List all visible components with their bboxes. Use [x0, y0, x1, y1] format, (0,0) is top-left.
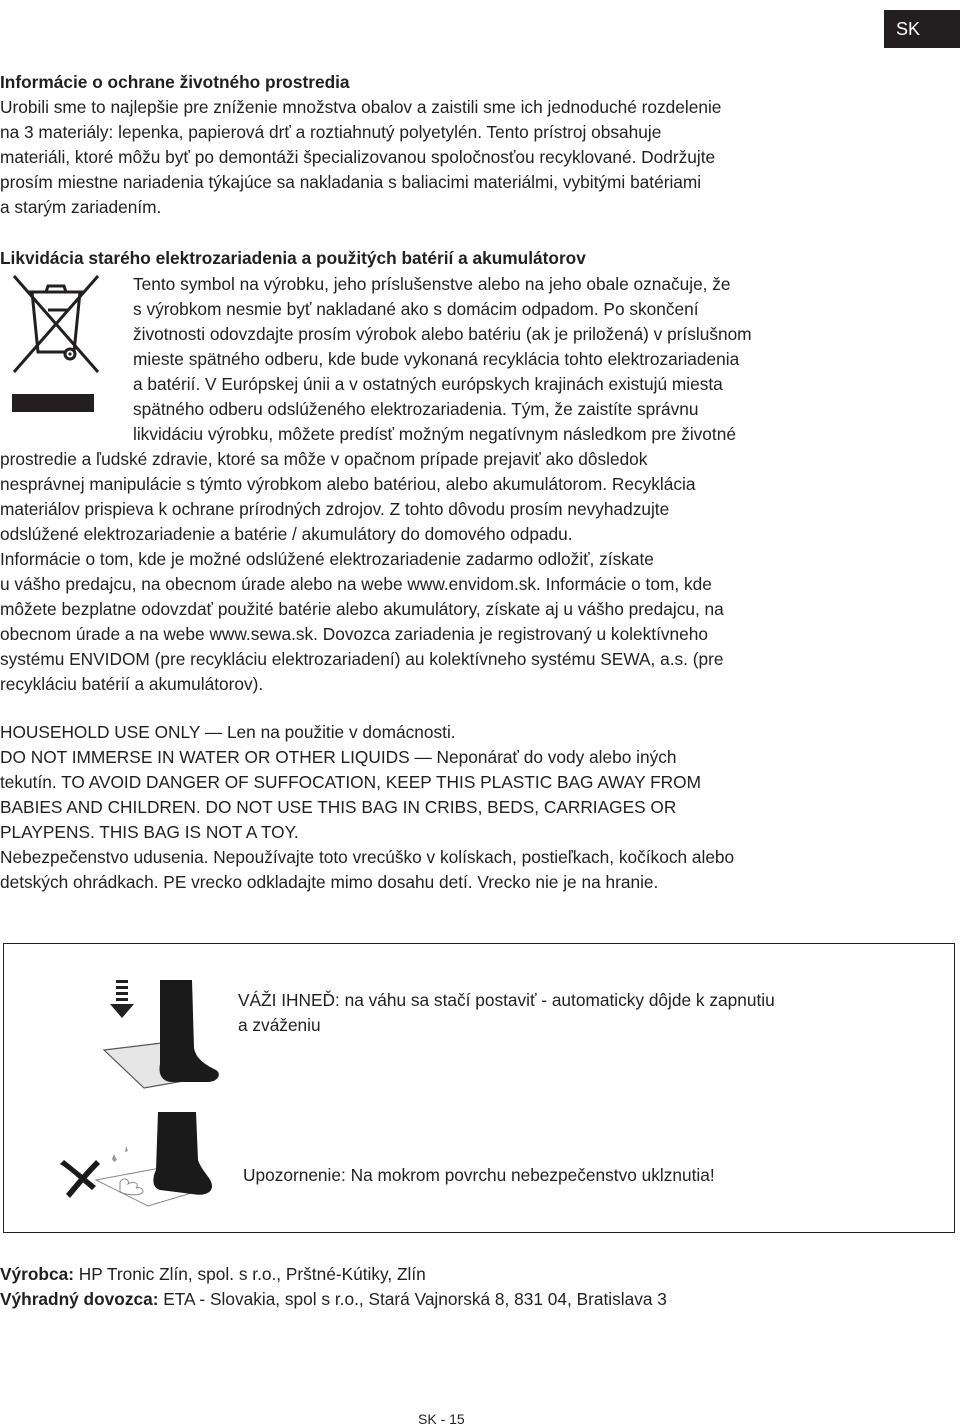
- paragraph-line: materiáli, ktoré môžu byť po demontáži špecializovanou spoločnosťou recyklované. Dodržujte: [0, 147, 716, 167]
- weee-section: [0, 246, 890, 271]
- importer-label: Výhradný dovozca:: [0, 1289, 159, 1309]
- warning-line: PLAYPENS. THIS BAG IS NOT A TOY.: [0, 822, 299, 842]
- paragraph-line: a zváženiu: [238, 1015, 321, 1035]
- paragraph-line: na 3 materiály: lepenka, papierová drť a roztiahnutý polyetylén. Tento prístroj obsahuje: [0, 122, 662, 142]
- paragraph-line: a starým zariadením.: [0, 197, 162, 217]
- paragraph-line: recykláciu batérií a akumulátorov).: [0, 674, 264, 694]
- maker-line: [0, 1262, 900, 1287]
- manufacturer-info: [0, 1262, 900, 1312]
- paragraph-line: prostredie a ľudské zdravie, ktoré sa môže v opačnom prípade prejaviť ako dôsledok: [0, 449, 648, 469]
- paragraph-line: systému ENVIDOM (pre recykláciu elektrozariadení) au kolektívneho systému SEWA, a.s. (pre: [0, 649, 724, 669]
- foot-stepping-on-scale-icon: [100, 978, 224, 1098]
- warning-line: Nebezpečenstvo udusenia. Nepoužívajte toto vrecúško v kolískach, postieľkach, kočíkoch alebo: [0, 847, 735, 867]
- warning-line: HOUSEHOLD USE ONLY — Len na použitie v domácnosti.: [0, 722, 456, 742]
- warning-line: tekutín. TO AVOID DANGER OF SUFFOCATION, KEEP THIS PLASTIC BAG AWAY FROM: [0, 772, 702, 792]
- wet-surface-warning: [243, 1163, 933, 1188]
- paragraph-line: prosím miestne nariadenia týkajúce sa nakladania s baliacimi materiálmi, vybitými batériami: [0, 172, 702, 192]
- environment-heading: Informácie o ochrane životného prostredia: [0, 72, 350, 92]
- weee-full-text: [0, 447, 880, 697]
- environment-section: [0, 70, 890, 220]
- step-on-instruction: [238, 988, 928, 1038]
- paragraph-line: Urobili sme to najlepšie pre zníženie množstva obalov a zaistili sme ich jednoduché rozdelenie: [0, 97, 722, 117]
- maker-label: Výrobca:: [0, 1264, 74, 1284]
- paragraph-line: u vášho predajcu, na obecnom úrade alebo na webe www.envidom.sk. Informácie o tom, kde: [0, 574, 712, 594]
- paragraph-line: nesprávnej manipulácie s týmto výrobkom alebo batériou, alebo akumulátorom. Recyklácia: [0, 474, 696, 494]
- paragraph-line: obecnom úrade a na webe www.sewa.sk. Dovozca zariadenia je registrovaný u kolektívneho: [0, 624, 708, 644]
- paragraph-line: Informácie o tom, kde je možné odslúžené elektrozariadenie zadarmo odložiť, získate: [0, 549, 654, 569]
- crossed-out-wheelie-bin-icon: [10, 272, 104, 412]
- language-tab: SK: [884, 10, 960, 48]
- paragraph-line: materiálov prispieva k ochrane prírodných zdrojov. Z tohto dôvodu prosím nevyhadzujte: [0, 499, 670, 519]
- maker-value: HP Tronic Zlín, spol. s r.o., Prštné-Kútiky, Zlín: [73, 1264, 426, 1284]
- warning-line: BABIES AND CHILDREN. DO NOT USE THIS BAG IN CRIBS, BEDS, CARRIAGES OR: [0, 797, 677, 817]
- paragraph-line: spätného odberu odslúženého elektrozariadenia. Tým, že zaistíte správnu: [133, 399, 699, 419]
- paragraph-line: životnosti odovzdajte prosím výrobok alebo batériu (ak je priložená) v príslušnom: [133, 324, 752, 344]
- paragraph-line: Upozornenie: Na mokrom povrchu nebezpečenstvo uklznutia!: [243, 1165, 715, 1185]
- weee-heading: Likvidácia starého elektrozariadenia a použitých batérií a akumulátorov: [0, 248, 586, 268]
- warnings-section: [0, 720, 890, 895]
- paragraph-line: mieste spätného odberu, kde bude vykonaná recyklácia tohto elektrozariadenia: [133, 349, 740, 369]
- page-number: SK - 15: [418, 1411, 465, 1427]
- wet-surface-slip-warning-icon: [56, 1110, 216, 1210]
- warning-line: detských ohrádkach. PE vrecko odkladajte mimo dosahu detí. Vrecko nie je na hranie.: [0, 872, 659, 892]
- paragraph-line: odslúžené elektrozariadenie a batérie / akumulátory do domového odpadu.: [0, 524, 573, 544]
- importer-value: ETA - Slovakia, spol s r.o., Stará Vajnorská 8, 831 04, Bratislava 3: [158, 1289, 667, 1309]
- warning-line: DO NOT IMMERSE IN WATER OR OTHER LIQUIDS — Neponárať do vody alebo iných: [0, 747, 677, 767]
- paragraph-line: môžete bezplatne odovzdať použité batérie alebo akumulátory, získate aj u vášho predajcu, na: [0, 599, 724, 619]
- weee-side-text: [133, 272, 883, 447]
- paragraph-line: VÁŽI IHNEĎ: na váhu sa stačí postaviť - automaticky dôjde k zapnutiu: [238, 990, 775, 1010]
- importer-line: [0, 1287, 900, 1312]
- paragraph-line: a batérií. V Európskej únii a v ostatných európskych krajinách existujú miesta: [133, 374, 723, 394]
- paragraph-line: s výrobkom nesmie byť nakladané ako s domácim odpadom. Po skončení: [133, 299, 699, 319]
- paragraph-line: likvidáciu výrobku, môžete predísť možným negatívnym následkom pre životné: [133, 424, 736, 444]
- paragraph-line: Tento symbol na výrobku, jeho príslušenstve alebo na jeho obale označuje, že: [133, 274, 731, 294]
